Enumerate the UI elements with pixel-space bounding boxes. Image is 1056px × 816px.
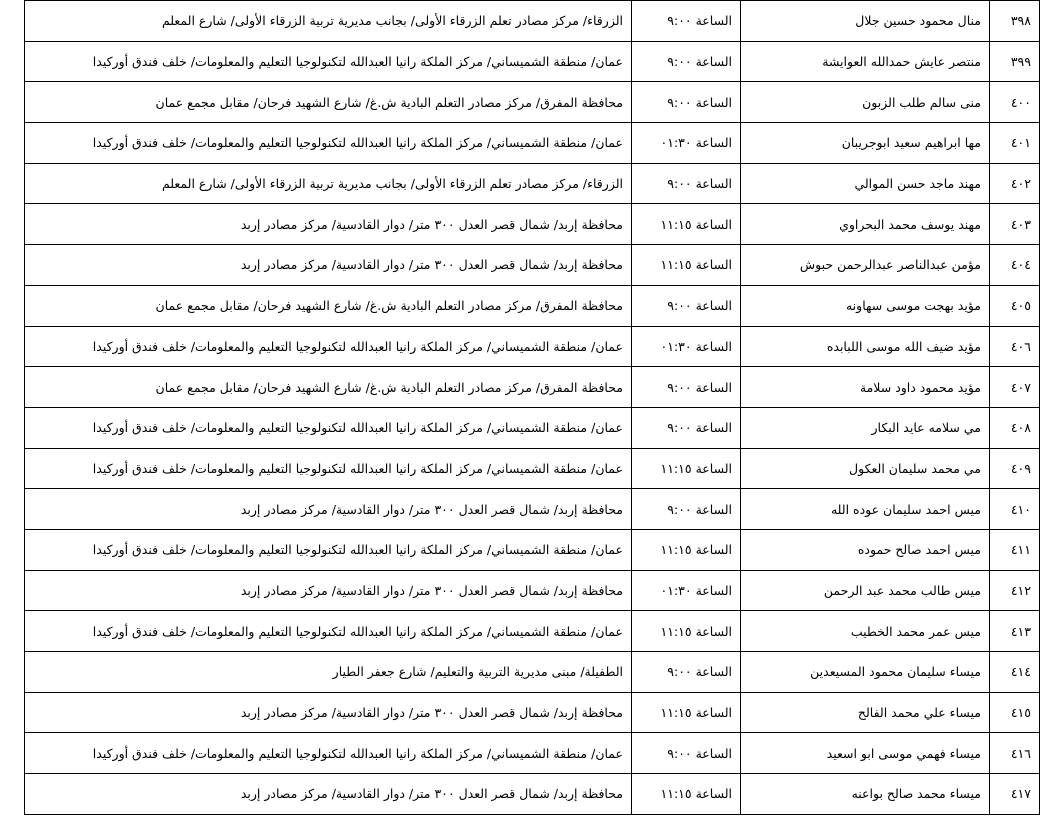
- appointment-time-cell: الساعة ١١:١٥: [632, 448, 741, 489]
- row-number-cell: ٤١٤: [990, 652, 1040, 693]
- person-name-cell: مها ابراهيم سعيد ابوجريبان: [741, 123, 990, 164]
- row-number-cell: ٤٠٩: [990, 448, 1040, 489]
- row-number-cell: ٤٠٧: [990, 367, 1040, 408]
- roster-table: [24, 0, 1040, 815]
- table-row: [25, 367, 1040, 408]
- location-cell: محافظة إربد/ شمال قصر العدل ٣٠٠ متر/ دوار القادسية/ مركز مصادر إربد: [25, 570, 632, 611]
- table-row: [25, 529, 1040, 570]
- table-row: [25, 489, 1040, 530]
- row-number-cell: ٤١٦: [990, 733, 1040, 774]
- location-cell: عمان/ منطقة الشميساني/ مركز الملكة رانيا العبدالله لتكنولوجيا التعليم والمعلومات/ خلف فندق أوركيدا: [25, 41, 632, 82]
- table-row: [25, 326, 1040, 367]
- appointment-time-cell: الساعة ١١:١٥: [632, 692, 741, 733]
- person-name-cell: مهند ماجد حسن الموالي: [741, 163, 990, 204]
- table-row: [25, 245, 1040, 286]
- location-cell: الزرقاء/ مركز مصادر تعلم الزرقاء الأولى/ بجانب مديرية تربية الزرقاء الأولى/ شارع المعلم: [25, 163, 632, 204]
- table-row: [25, 1, 1040, 42]
- person-name-cell: مؤيد بهجت موسى سهاونه: [741, 285, 990, 326]
- appointment-time-cell: الساعة ٩:٠٠: [632, 367, 741, 408]
- appointment-time-cell: الساعة ٠١:٣٠: [632, 123, 741, 164]
- location-cell: محافظة إربد/ شمال قصر العدل ٣٠٠ متر/ دوار القادسية/ مركز مصادر إربد: [25, 489, 632, 530]
- row-number-cell: ٤١٢: [990, 570, 1040, 611]
- table-row: [25, 611, 1040, 652]
- person-name-cell: ميساء فهمي موسى ابو اسعيد: [741, 733, 990, 774]
- location-cell: محافظة إربد/ شمال قصر العدل ٣٠٠ متر/ دوار القادسية/ مركز مصادر إربد: [25, 245, 632, 286]
- row-number-cell: ٣٩٨: [990, 1, 1040, 42]
- row-number-cell: ٤٠٢: [990, 163, 1040, 204]
- appointment-time-cell: الساعة ١١:١٥: [632, 245, 741, 286]
- location-cell: عمان/ منطقة الشميساني/ مركز الملكة رانيا العبدالله لتكنولوجيا التعليم والمعلومات/ خلف فندق أوركيدا: [25, 733, 632, 774]
- person-name-cell: مي سلامه عايد البكار: [741, 407, 990, 448]
- person-name-cell: ميس طالب محمد عبد الرحمن: [741, 570, 990, 611]
- row-number-cell: ٤٠٥: [990, 285, 1040, 326]
- appointment-time-cell: الساعة ٩:٠٠: [632, 1, 741, 42]
- location-cell: محافظة المفرق/ مركز مصادر التعلم البادية ش.غ/ شارع الشهيد فرحان/ مقابل مجمع عمان: [25, 285, 632, 326]
- table-row: [25, 82, 1040, 123]
- location-cell: محافظة إربد/ شمال قصر العدل ٣٠٠ متر/ دوار القادسية/ مركز مصادر إربد: [25, 774, 632, 815]
- person-name-cell: منى سالم طلب الزبون: [741, 82, 990, 123]
- location-cell: محافظة إربد/ شمال قصر العدل ٣٠٠ متر/ دوار القادسية/ مركز مصادر إربد: [25, 692, 632, 733]
- location-cell: عمان/ منطقة الشميساني/ مركز الملكة رانيا العبدالله لتكنولوجيا التعليم والمعلومات/ خلف فندق أوركيدا: [25, 123, 632, 164]
- row-number-cell: ٤٠٤: [990, 245, 1040, 286]
- row-number-cell: ٤٠٠: [990, 82, 1040, 123]
- person-name-cell: ميساء سليمان محمود المسيعدين: [741, 652, 990, 693]
- table-row: [25, 123, 1040, 164]
- appointment-time-cell: الساعة ٩:٠٠: [632, 652, 741, 693]
- appointment-time-cell: الساعة ١١:١٥: [632, 204, 741, 245]
- location-cell: محافظة المفرق/ مركز مصادر التعلم البادية ش.غ/ شارع الشهيد فرحان/ مقابل مجمع عمان: [25, 82, 632, 123]
- row-number-cell: ٤٠٣: [990, 204, 1040, 245]
- location-cell: عمان/ منطقة الشميساني/ مركز الملكة رانيا العبدالله لتكنولوجيا التعليم والمعلومات/ خلف فندق أوركيدا: [25, 326, 632, 367]
- appointment-time-cell: الساعة ٠١:٣٠: [632, 570, 741, 611]
- appointment-time-cell: الساعة ١١:١٥: [632, 611, 741, 652]
- appointment-time-cell: الساعة ٩:٠٠: [632, 163, 741, 204]
- location-cell: عمان/ منطقة الشميساني/ مركز الملكة رانيا العبدالله لتكنولوجيا التعليم والمعلومات/ خلف فندق أوركيدا: [25, 448, 632, 489]
- table-row: [25, 774, 1040, 815]
- appointment-time-cell: الساعة ١١:١٥: [632, 774, 741, 815]
- table-row: [25, 448, 1040, 489]
- table-row: [25, 41, 1040, 82]
- person-name-cell: ميس احمد سليمان عوده الله: [741, 489, 990, 530]
- table-row: [25, 570, 1040, 611]
- person-name-cell: مؤمن عبدالناصر عبدالرحمن حبوش: [741, 245, 990, 286]
- row-number-cell: ٤١٧: [990, 774, 1040, 815]
- location-cell: الطفيلة/ مبنى مديرية التربية والتعليم/ شارع جعفر الطيار: [25, 652, 632, 693]
- row-number-cell: ٤١١: [990, 529, 1040, 570]
- location-cell: محافظة إربد/ شمال قصر العدل ٣٠٠ متر/ دوار القادسية/ مركز مصادر إربد: [25, 204, 632, 245]
- row-number-cell: ٤٠٨: [990, 407, 1040, 448]
- row-number-cell: ٤١٣: [990, 611, 1040, 652]
- person-name-cell: ميس عمر محمد الخطيب: [741, 611, 990, 652]
- row-number-cell: ٤١٠: [990, 489, 1040, 530]
- person-name-cell: مي محمد سليمان العكول: [741, 448, 990, 489]
- person-name-cell: منال محمود حسين جلال: [741, 1, 990, 42]
- table-row: [25, 692, 1040, 733]
- roster-table-body: [25, 1, 1040, 815]
- appointment-time-cell: الساعة ٩:٠٠: [632, 733, 741, 774]
- appointment-time-cell: الساعة ٩:٠٠: [632, 82, 741, 123]
- row-number-cell: ٤١٥: [990, 692, 1040, 733]
- person-name-cell: ميس احمد صالح حموده: [741, 529, 990, 570]
- location-cell: عمان/ منطقة الشميساني/ مركز الملكة رانيا العبدالله لتكنولوجيا التعليم والمعلومات/ خلف فندق أوركيدا: [25, 529, 632, 570]
- table-row: [25, 163, 1040, 204]
- table-row: [25, 407, 1040, 448]
- table-row: [25, 733, 1040, 774]
- location-cell: محافظة المفرق/ مركز مصادر التعلم البادية ش.غ/ شارع الشهيد فرحان/ مقابل مجمع عمان: [25, 367, 632, 408]
- location-cell: الزرقاء/ مركز مصادر تعلم الزرقاء الأولى/ بجانب مديرية تربية الزرقاء الأولى/ شارع المعلم: [25, 1, 632, 42]
- appointment-time-cell: الساعة ٩:٠٠: [632, 41, 741, 82]
- appointment-time-cell: الساعة ٠١:٣٠: [632, 326, 741, 367]
- appointment-time-cell: الساعة ٩:٠٠: [632, 489, 741, 530]
- table-row: [25, 285, 1040, 326]
- person-name-cell: ميساء علي محمد الفالح: [741, 692, 990, 733]
- person-name-cell: مؤيد ضيف الله موسى اللبابده: [741, 326, 990, 367]
- location-cell: عمان/ منطقة الشميساني/ مركز الملكة رانيا العبدالله لتكنولوجيا التعليم والمعلومات/ خلف فندق أوركيدا: [25, 407, 632, 448]
- person-name-cell: منتصر عايش حمدالله العوايشة: [741, 41, 990, 82]
- row-number-cell: ٤٠٦: [990, 326, 1040, 367]
- person-name-cell: ميساء محمد صالح بواعنه: [741, 774, 990, 815]
- table-row: [25, 652, 1040, 693]
- appointment-time-cell: الساعة ١١:١٥: [632, 529, 741, 570]
- person-name-cell: مؤيد محمود داود سلامة: [741, 367, 990, 408]
- location-cell: عمان/ منطقة الشميساني/ مركز الملكة رانيا العبدالله لتكنولوجيا التعليم والمعلومات/ خلف فندق أوركيدا: [25, 611, 632, 652]
- row-number-cell: ٣٩٩: [990, 41, 1040, 82]
- table-row: [25, 204, 1040, 245]
- person-name-cell: مهند يوسف محمد البحراوي: [741, 204, 990, 245]
- appointment-time-cell: الساعة ٩:٠٠: [632, 285, 741, 326]
- appointment-time-cell: الساعة ٩:٠٠: [632, 407, 741, 448]
- row-number-cell: ٤٠١: [990, 123, 1040, 164]
